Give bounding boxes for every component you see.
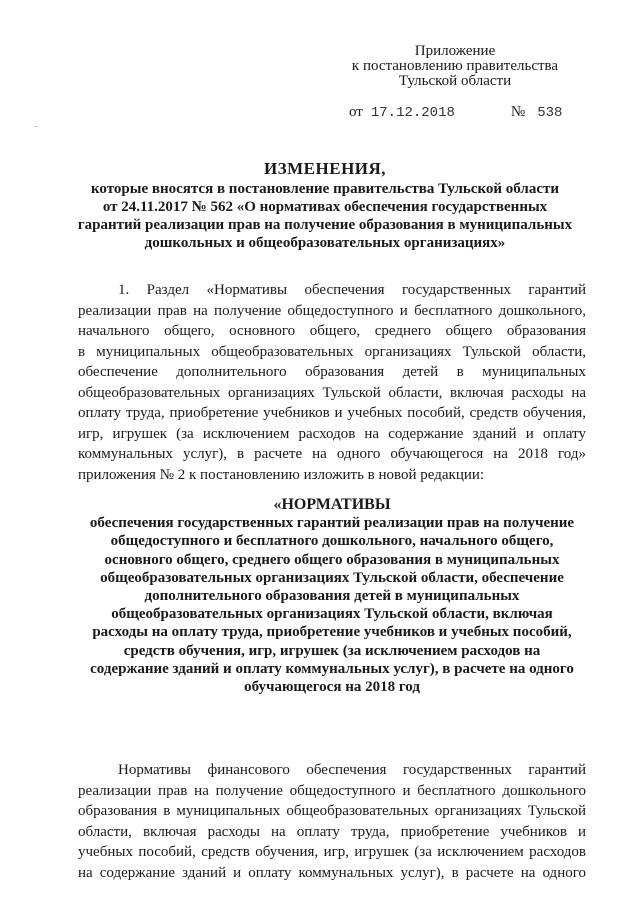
norms-subtitle-line: общеобразовательных организациях Тульской области, обеспечение (100, 569, 564, 586)
paragraph-line: в муниципальных общеобразовательных организациях Тульской области, (78, 343, 586, 360)
paragraph-line: учебных пособий, средств обучения, игр, игрушек (за исключением расходов (78, 844, 586, 860)
paragraph-line: общеобразовательных организациях Тульской области, включая расходы на (78, 384, 586, 401)
date-line (349, 104, 562, 121)
norms-title: «НОРМАТИВЫ (273, 496, 391, 513)
paragraph-section-2 (78, 760, 586, 883)
changes-title: ИЗМЕНЕНИЯ, (263, 159, 387, 178)
margin-mark: .. (34, 120, 38, 129)
norms-subtitle-line: дополнительного образования детей в муниципальных (144, 588, 520, 605)
paragraph-line: Нормативы финансового обеспечения государственных гарантий (118, 762, 586, 778)
paragraph-line: реализации прав на получение общедоступного и бесплатного дошкольного (78, 782, 586, 799)
norms-subtitle-line: общеобразовательных организациях Тульской области, включая (111, 606, 553, 623)
paragraph-line: обеспечение дополнительного образования детей в муниципальных (78, 364, 586, 380)
changes-subtitle-line: гарантий реализации прав на получение образования в муниципальных (77, 217, 573, 233)
norms-subtitle-line: обучающегося на 2018 год (244, 679, 420, 696)
appendix-line: Приложение (414, 43, 496, 59)
number-sign: № (510, 104, 526, 120)
paragraph-line: начального общего, основного общего, среднего общего образования (78, 323, 586, 339)
appendix-line: Тульской области (398, 73, 512, 89)
changes-subtitle-line: дошкольных и общеобразовательных организациях» (144, 235, 506, 251)
norms-subtitle-line: расходы на оплату труда, приобретение учебников и учебных пособий, (92, 624, 572, 641)
number-value: 538 (537, 105, 563, 121)
changes-subtitle-line: от 24.11.2017 № 562 «О нормативах обеспечения государственных (102, 199, 548, 215)
norms-subtitle-line: обеспечения государственных гарантий реализации прав на получение (89, 515, 575, 532)
paragraph-line: 1. Раздел «Нормативы обеспечения государственных гарантий (118, 282, 586, 298)
norms-subtitle-line: средств обучения, игр, игрушек (за исключением расходов на (123, 642, 541, 659)
appendix-header (330, 44, 580, 89)
paragraph-line: оплату труда, приобретение учебников и учебных пособий, средств обучения, (78, 405, 586, 421)
norms-title-block (72, 496, 592, 696)
paragraph-line: приложения № 2 к постановлению изложить в новой редакции: (78, 466, 485, 483)
norms-subtitle-line: содержание зданий и оплату коммунальных услуг), в расчете на одного (90, 660, 574, 677)
paragraph-line: коммунальных услуг), в расчете на одного обучающегося на 2018 год» (78, 446, 586, 462)
date-value: 17.12.2018 (370, 105, 455, 121)
changes-title-block (60, 160, 590, 252)
norms-subtitle-line: общедоступного и бесплатного дошкольного, начального общего, (110, 533, 554, 550)
date-from-label: от (349, 104, 363, 120)
norms-subtitle-line: основного общего, среднего общего образования в муниципальных (104, 551, 560, 568)
changes-subtitle-line: которые вносятся в постановление правительства Тульской области (90, 181, 560, 197)
paragraph-line: на содержание зданий и оплату коммунальных услуг), в расчете на одного (78, 864, 586, 881)
paragraph-line: образования в муниципальных общеобразовательных организациях Тульской (78, 803, 586, 819)
paragraph-line: области, включая расходы на оплату труда, приобретение учебников и (78, 823, 586, 840)
appendix-line: к постановлению правительства (351, 58, 559, 74)
paragraph-line: игр, игрушек (за исключением расходов на содержание зданий и оплату (78, 425, 586, 442)
paragraph-line: реализации прав на получение общедоступного и бесплатного дошкольного, (78, 302, 586, 319)
paragraph-section-1 (78, 280, 586, 485)
